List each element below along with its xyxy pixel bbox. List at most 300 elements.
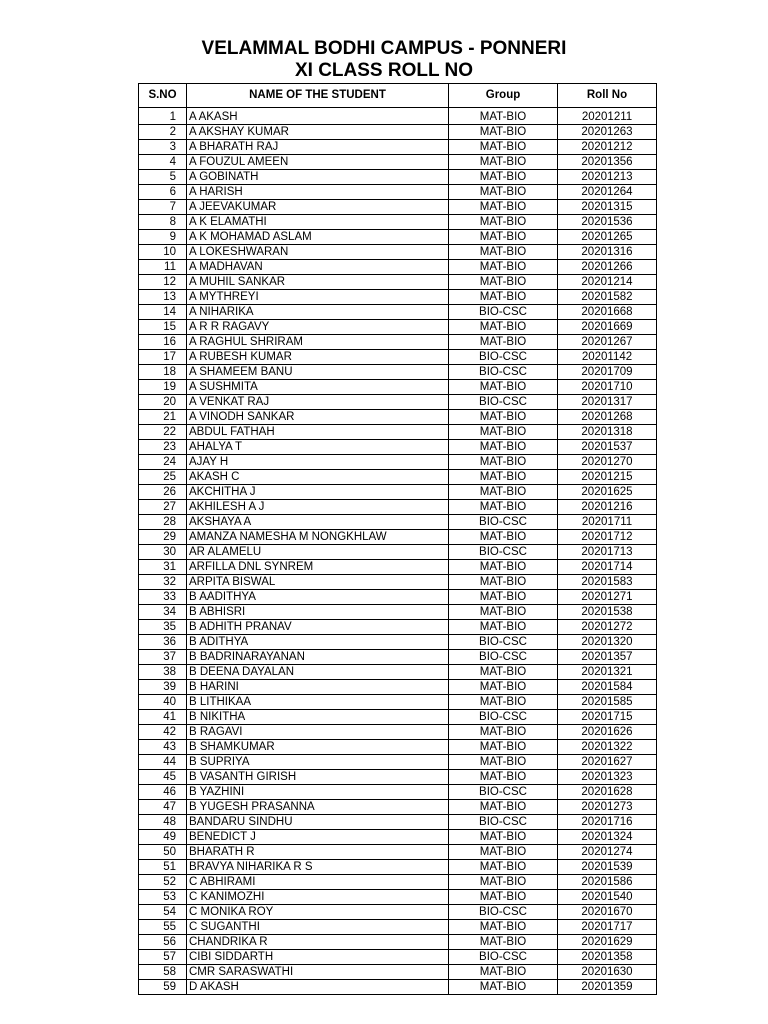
cell-student-name: A NIHARIKA	[187, 305, 449, 320]
table-row	[139, 620, 657, 635]
cell-roll-no: 20201584	[558, 680, 657, 695]
cell-sno: 57	[139, 950, 187, 965]
cell-roll-no: 20201670	[558, 905, 657, 920]
document-title: VELAMMAL BODHI CAMPUS - PONNERI	[201, 38, 567, 59]
cell-student-name: A LOKESHWARAN	[187, 245, 449, 260]
table-row	[139, 935, 657, 950]
table-row	[139, 605, 657, 620]
cell-group: MAT-BIO	[449, 695, 558, 710]
table-row	[139, 245, 657, 260]
table-row	[139, 515, 657, 530]
cell-group: MAT-BIO	[449, 830, 558, 845]
cell-sno: 43	[139, 740, 187, 755]
cell-group: MAT-BIO	[449, 935, 558, 950]
table-row	[139, 725, 657, 740]
cell-sno: 28	[139, 515, 187, 530]
table-row	[139, 635, 657, 650]
table-row	[139, 410, 657, 425]
document-subtitle: XI CLASS ROLL NO	[294, 60, 474, 81]
cell-group: MAT-BIO	[449, 320, 558, 335]
cell-student-name: B BADRINARAYANAN	[187, 650, 449, 665]
table-row	[139, 740, 657, 755]
cell-sno: 36	[139, 635, 187, 650]
cell-group: MAT-BIO	[449, 770, 558, 785]
cell-group: MAT-BIO	[449, 260, 558, 275]
cell-student-name: AJAY H	[187, 455, 449, 470]
cell-student-name: A AKASH	[187, 108, 449, 125]
cell-sno: 42	[139, 725, 187, 740]
cell-student-name: BANDARU SINDHU	[187, 815, 449, 830]
table-row	[139, 830, 657, 845]
table-row	[139, 215, 657, 230]
cell-roll-no: 20201317	[558, 395, 657, 410]
cell-student-name: A GOBINATH	[187, 170, 449, 185]
cell-sno: 7	[139, 200, 187, 215]
cell-group: MAT-BIO	[449, 575, 558, 590]
cell-student-name: A BHARATH RAJ	[187, 140, 449, 155]
table-row	[139, 108, 657, 125]
cell-group: BIO-CSC	[449, 710, 558, 725]
table-row	[139, 395, 657, 410]
cell-sno: 44	[139, 755, 187, 770]
cell-sno: 2	[139, 125, 187, 140]
table-row	[139, 980, 657, 995]
cell-sno: 24	[139, 455, 187, 470]
cell-student-name: AKASH C	[187, 470, 449, 485]
table-row	[139, 485, 657, 500]
table-row	[139, 680, 657, 695]
cell-roll-no: 20201710	[558, 380, 657, 395]
cell-group: MAT-BIO	[449, 485, 558, 500]
cell-sno: 15	[139, 320, 187, 335]
cell-roll-no: 20201264	[558, 185, 657, 200]
cell-group: MAT-BIO	[449, 725, 558, 740]
cell-group: MAT-BIO	[449, 170, 558, 185]
cell-sno: 30	[139, 545, 187, 560]
cell-roll-no: 20201216	[558, 500, 657, 515]
table-row	[139, 710, 657, 725]
cell-sno: 19	[139, 380, 187, 395]
cell-group: MAT-BIO	[449, 965, 558, 980]
cell-sno: 22	[139, 425, 187, 440]
table-row	[139, 470, 657, 485]
cell-roll-no: 20201268	[558, 410, 657, 425]
table-row	[139, 650, 657, 665]
cell-roll-no: 20201321	[558, 665, 657, 680]
cell-sno: 33	[139, 590, 187, 605]
cell-group: MAT-BIO	[449, 455, 558, 470]
cell-sno: 11	[139, 260, 187, 275]
cell-group: MAT-BIO	[449, 560, 558, 575]
cell-sno: 37	[139, 650, 187, 665]
cell-sno: 56	[139, 935, 187, 950]
cell-group: BIO-CSC	[449, 365, 558, 380]
cell-student-name: B AADITHYA	[187, 590, 449, 605]
cell-student-name: B ABHISRI	[187, 605, 449, 620]
cell-roll-no: 20201215	[558, 470, 657, 485]
cell-group: MAT-BIO	[449, 425, 558, 440]
cell-student-name: B NIKITHA	[187, 710, 449, 725]
cell-roll-no: 20201214	[558, 275, 657, 290]
table-row	[139, 350, 657, 365]
cell-group: BIO-CSC	[449, 815, 558, 830]
cell-group: MAT-BIO	[449, 740, 558, 755]
cell-group: MAT-BIO	[449, 155, 558, 170]
cell-roll-no: 20201273	[558, 800, 657, 815]
cell-sno: 53	[139, 890, 187, 905]
cell-roll-no: 20201356	[558, 155, 657, 170]
cell-roll-no: 20201316	[558, 245, 657, 260]
cell-sno: 40	[139, 695, 187, 710]
cell-sno: 52	[139, 875, 187, 890]
cell-roll-no: 20201716	[558, 815, 657, 830]
table-row	[139, 845, 657, 860]
cell-student-name: AMANZA NAMESHA M NONGKHLAW	[187, 530, 449, 545]
cell-roll-no: 20201714	[558, 560, 657, 575]
cell-roll-no: 20201712	[558, 530, 657, 545]
table-row	[139, 695, 657, 710]
table-header-row	[139, 84, 657, 108]
table-row	[139, 575, 657, 590]
cell-student-name: A VINODH SANKAR	[187, 410, 449, 425]
cell-student-name: B ADHITH PRANAV	[187, 620, 449, 635]
cell-sno: 23	[139, 440, 187, 455]
table-row	[139, 140, 657, 155]
cell-student-name: A HARISH	[187, 185, 449, 200]
cell-student-name: A SUSHMITA	[187, 380, 449, 395]
cell-sno: 32	[139, 575, 187, 590]
cell-group: MAT-BIO	[449, 665, 558, 680]
table-row	[139, 290, 657, 305]
cell-roll-no: 20201212	[558, 140, 657, 155]
cell-group: MAT-BIO	[449, 470, 558, 485]
table-row	[139, 275, 657, 290]
cell-group: MAT-BIO	[449, 845, 558, 860]
header-student-name: NAME OF THE STUDENT	[187, 84, 449, 108]
table-row	[139, 530, 657, 545]
cell-student-name: A RUBESH KUMAR	[187, 350, 449, 365]
cell-sno: 10	[139, 245, 187, 260]
cell-sno: 13	[139, 290, 187, 305]
table-row	[139, 440, 657, 455]
cell-group: MAT-BIO	[449, 860, 558, 875]
table-body	[139, 108, 657, 995]
table-row	[139, 335, 657, 350]
cell-sno: 46	[139, 785, 187, 800]
cell-student-name: B DEENA DAYALAN	[187, 665, 449, 680]
cell-roll-no: 20201625	[558, 485, 657, 500]
cell-group: MAT-BIO	[449, 755, 558, 770]
cell-student-name: BRAVYA NIHARIKA R S	[187, 860, 449, 875]
cell-roll-no: 20201322	[558, 740, 657, 755]
cell-roll-no: 20201213	[558, 170, 657, 185]
cell-student-name: CHANDRIKA R	[187, 935, 449, 950]
cell-group: MAT-BIO	[449, 605, 558, 620]
cell-roll-no: 20201271	[558, 590, 657, 605]
cell-roll-no: 20201582	[558, 290, 657, 305]
table-row	[139, 560, 657, 575]
cell-student-name: AR ALAMELU	[187, 545, 449, 560]
cell-group: MAT-BIO	[449, 440, 558, 455]
cell-group: MAT-BIO	[449, 500, 558, 515]
cell-sno: 54	[139, 905, 187, 920]
table-row	[139, 950, 657, 965]
table-row	[139, 425, 657, 440]
table-row	[139, 755, 657, 770]
cell-student-name: A SHAMEEM BANU	[187, 365, 449, 380]
table-row	[139, 200, 657, 215]
table-row	[139, 455, 657, 470]
table-row	[139, 230, 657, 245]
cell-roll-no: 20201318	[558, 425, 657, 440]
cell-sno: 35	[139, 620, 187, 635]
table-row	[139, 815, 657, 830]
cell-sno: 49	[139, 830, 187, 845]
table-row	[139, 890, 657, 905]
cell-sno: 41	[139, 710, 187, 725]
cell-student-name: A MADHAVAN	[187, 260, 449, 275]
cell-sno: 5	[139, 170, 187, 185]
cell-roll-no: 20201586	[558, 875, 657, 890]
cell-sno: 58	[139, 965, 187, 980]
cell-student-name: B HARINI	[187, 680, 449, 695]
cell-student-name: A MYTHREYI	[187, 290, 449, 305]
table-row	[139, 545, 657, 560]
cell-roll-no: 20201142	[558, 350, 657, 365]
cell-sno: 55	[139, 920, 187, 935]
cell-sno: 3	[139, 140, 187, 155]
cell-student-name: CMR SARASWATHI	[187, 965, 449, 980]
cell-student-name: A K ELAMATHI	[187, 215, 449, 230]
cell-group: MAT-BIO	[449, 140, 558, 155]
cell-sno: 1	[139, 108, 187, 125]
cell-student-name: D AKASH	[187, 980, 449, 995]
cell-student-name: A FOUZUL AMEEN	[187, 155, 449, 170]
table-row	[139, 590, 657, 605]
cell-student-name: B ADITHYA	[187, 635, 449, 650]
cell-sno: 39	[139, 680, 187, 695]
cell-roll-no: 20201324	[558, 830, 657, 845]
cell-roll-no: 20201713	[558, 545, 657, 560]
cell-sno: 21	[139, 410, 187, 425]
cell-sno: 59	[139, 980, 187, 995]
cell-group: MAT-BIO	[449, 215, 558, 230]
cell-roll-no: 20201668	[558, 305, 657, 320]
cell-student-name: B YUGESH PRASANNA	[187, 800, 449, 815]
cell-sno: 38	[139, 665, 187, 680]
cell-sno: 45	[139, 770, 187, 785]
cell-sno: 4	[139, 155, 187, 170]
table-row	[139, 860, 657, 875]
table-row	[139, 320, 657, 335]
cell-roll-no: 20201628	[558, 785, 657, 800]
cell-roll-no: 20201583	[558, 575, 657, 590]
cell-group: BIO-CSC	[449, 515, 558, 530]
cell-group: BIO-CSC	[449, 545, 558, 560]
cell-student-name: C KANIMOZHI	[187, 890, 449, 905]
header-group: Group	[449, 84, 558, 108]
cell-sno: 34	[139, 605, 187, 620]
cell-sno: 16	[139, 335, 187, 350]
table-row	[139, 125, 657, 140]
cell-sno: 9	[139, 230, 187, 245]
cell-group: MAT-BIO	[449, 245, 558, 260]
cell-sno: 17	[139, 350, 187, 365]
table-row	[139, 155, 657, 170]
cell-group: MAT-BIO	[449, 410, 558, 425]
cell-group: MAT-BIO	[449, 680, 558, 695]
cell-student-name: BHARATH R	[187, 845, 449, 860]
cell-student-name: AHALYA T	[187, 440, 449, 455]
table-row	[139, 800, 657, 815]
cell-roll-no: 20201717	[558, 920, 657, 935]
table-row	[139, 785, 657, 800]
cell-student-name: CIBI SIDDARTH	[187, 950, 449, 965]
cell-roll-no: 20201709	[558, 365, 657, 380]
cell-group: MAT-BIO	[449, 380, 558, 395]
cell-roll-no: 20201537	[558, 440, 657, 455]
table-row	[139, 185, 657, 200]
cell-group: MAT-BIO	[449, 590, 558, 605]
table-row	[139, 500, 657, 515]
cell-roll-no: 20201711	[558, 515, 657, 530]
cell-roll-no: 20201669	[558, 320, 657, 335]
table-row	[139, 365, 657, 380]
cell-sno: 51	[139, 860, 187, 875]
cell-roll-no: 20201263	[558, 125, 657, 140]
table-row	[139, 965, 657, 980]
table-row	[139, 905, 657, 920]
cell-student-name: B YAZHINI	[187, 785, 449, 800]
table-row	[139, 260, 657, 275]
cell-roll-no: 20201274	[558, 845, 657, 860]
cell-group: MAT-BIO	[449, 230, 558, 245]
cell-roll-no: 20201540	[558, 890, 657, 905]
cell-group: BIO-CSC	[449, 635, 558, 650]
table-row	[139, 920, 657, 935]
cell-group: MAT-BIO	[449, 920, 558, 935]
cell-group: MAT-BIO	[449, 290, 558, 305]
table-row	[139, 380, 657, 395]
cell-group: BIO-CSC	[449, 305, 558, 320]
cell-group: MAT-BIO	[449, 185, 558, 200]
cell-group: BIO-CSC	[449, 395, 558, 410]
cell-student-name: BENEDICT J	[187, 830, 449, 845]
cell-student-name: C SUGANTHI	[187, 920, 449, 935]
cell-group: MAT-BIO	[449, 875, 558, 890]
header-sno: S.NO	[139, 84, 187, 108]
cell-roll-no: 20201315	[558, 200, 657, 215]
cell-roll-no: 20201323	[558, 770, 657, 785]
cell-student-name: ARPITA BISWAL	[187, 575, 449, 590]
cell-student-name: B SHAMKUMAR	[187, 740, 449, 755]
cell-sno: 25	[139, 470, 187, 485]
cell-roll-no: 20201715	[558, 710, 657, 725]
cell-group: MAT-BIO	[449, 800, 558, 815]
cell-student-name: B RAGAVI	[187, 725, 449, 740]
cell-sno: 14	[139, 305, 187, 320]
cell-group: MAT-BIO	[449, 620, 558, 635]
header-roll-no: Roll No	[558, 84, 657, 108]
cell-roll-no: 20201536	[558, 215, 657, 230]
cell-student-name: AKSHAYA A	[187, 515, 449, 530]
cell-roll-no: 20201626	[558, 725, 657, 740]
cell-student-name: A RAGHUL SHRIRAM	[187, 335, 449, 350]
cell-group: MAT-BIO	[449, 890, 558, 905]
cell-student-name: ABDUL FATHAH	[187, 425, 449, 440]
cell-student-name: A MUHIL SANKAR	[187, 275, 449, 290]
cell-group: MAT-BIO	[449, 108, 558, 125]
cell-roll-no: 20201272	[558, 620, 657, 635]
cell-sno: 6	[139, 185, 187, 200]
cell-student-name: C ABHIRAMI	[187, 875, 449, 890]
cell-student-name: C MONIKA ROY	[187, 905, 449, 920]
cell-group: MAT-BIO	[449, 125, 558, 140]
roll-number-table	[138, 83, 657, 995]
cell-roll-no: 20201538	[558, 605, 657, 620]
cell-group: BIO-CSC	[449, 950, 558, 965]
cell-sno: 20	[139, 395, 187, 410]
cell-sno: 27	[139, 500, 187, 515]
cell-sno: 8	[139, 215, 187, 230]
cell-sno: 31	[139, 560, 187, 575]
table-row	[139, 170, 657, 185]
cell-student-name: A JEEVAKUMAR	[187, 200, 449, 215]
cell-student-name: AKHILESH A J	[187, 500, 449, 515]
cell-roll-no: 20201359	[558, 980, 657, 995]
cell-student-name: ARFILLA DNL SYNREM	[187, 560, 449, 575]
cell-roll-no: 20201265	[558, 230, 657, 245]
cell-student-name: A K MOHAMAD ASLAM	[187, 230, 449, 245]
cell-group: BIO-CSC	[449, 905, 558, 920]
cell-sno: 26	[139, 485, 187, 500]
cell-group: MAT-BIO	[449, 335, 558, 350]
cell-student-name: AKCHITHA J	[187, 485, 449, 500]
cell-roll-no: 20201320	[558, 635, 657, 650]
cell-student-name: B LITHIKAA	[187, 695, 449, 710]
cell-group: MAT-BIO	[449, 980, 558, 995]
cell-group: BIO-CSC	[449, 785, 558, 800]
cell-roll-no: 20201270	[558, 455, 657, 470]
cell-student-name: B SUPRIYA	[187, 755, 449, 770]
cell-roll-no: 20201630	[558, 965, 657, 980]
cell-group: MAT-BIO	[449, 275, 558, 290]
cell-roll-no: 20201266	[558, 260, 657, 275]
cell-roll-no: 20201267	[558, 335, 657, 350]
cell-sno: 47	[139, 800, 187, 815]
cell-roll-no: 20201358	[558, 950, 657, 965]
cell-roll-no: 20201539	[558, 860, 657, 875]
cell-sno: 18	[139, 365, 187, 380]
cell-sno: 12	[139, 275, 187, 290]
cell-roll-no: 20201627	[558, 755, 657, 770]
cell-student-name: A AKSHAY KUMAR	[187, 125, 449, 140]
cell-group: MAT-BIO	[449, 200, 558, 215]
cell-group: MAT-BIO	[449, 530, 558, 545]
table-row	[139, 305, 657, 320]
cell-group: BIO-CSC	[449, 650, 558, 665]
cell-roll-no: 20201357	[558, 650, 657, 665]
cell-roll-no: 20201211	[558, 108, 657, 125]
table-row	[139, 770, 657, 785]
cell-roll-no: 20201629	[558, 935, 657, 950]
cell-student-name: B VASANTH GIRISH	[187, 770, 449, 785]
cell-group: BIO-CSC	[449, 350, 558, 365]
cell-student-name: A VENKAT RAJ	[187, 395, 449, 410]
cell-sno: 50	[139, 845, 187, 860]
cell-sno: 48	[139, 815, 187, 830]
table-row	[139, 665, 657, 680]
